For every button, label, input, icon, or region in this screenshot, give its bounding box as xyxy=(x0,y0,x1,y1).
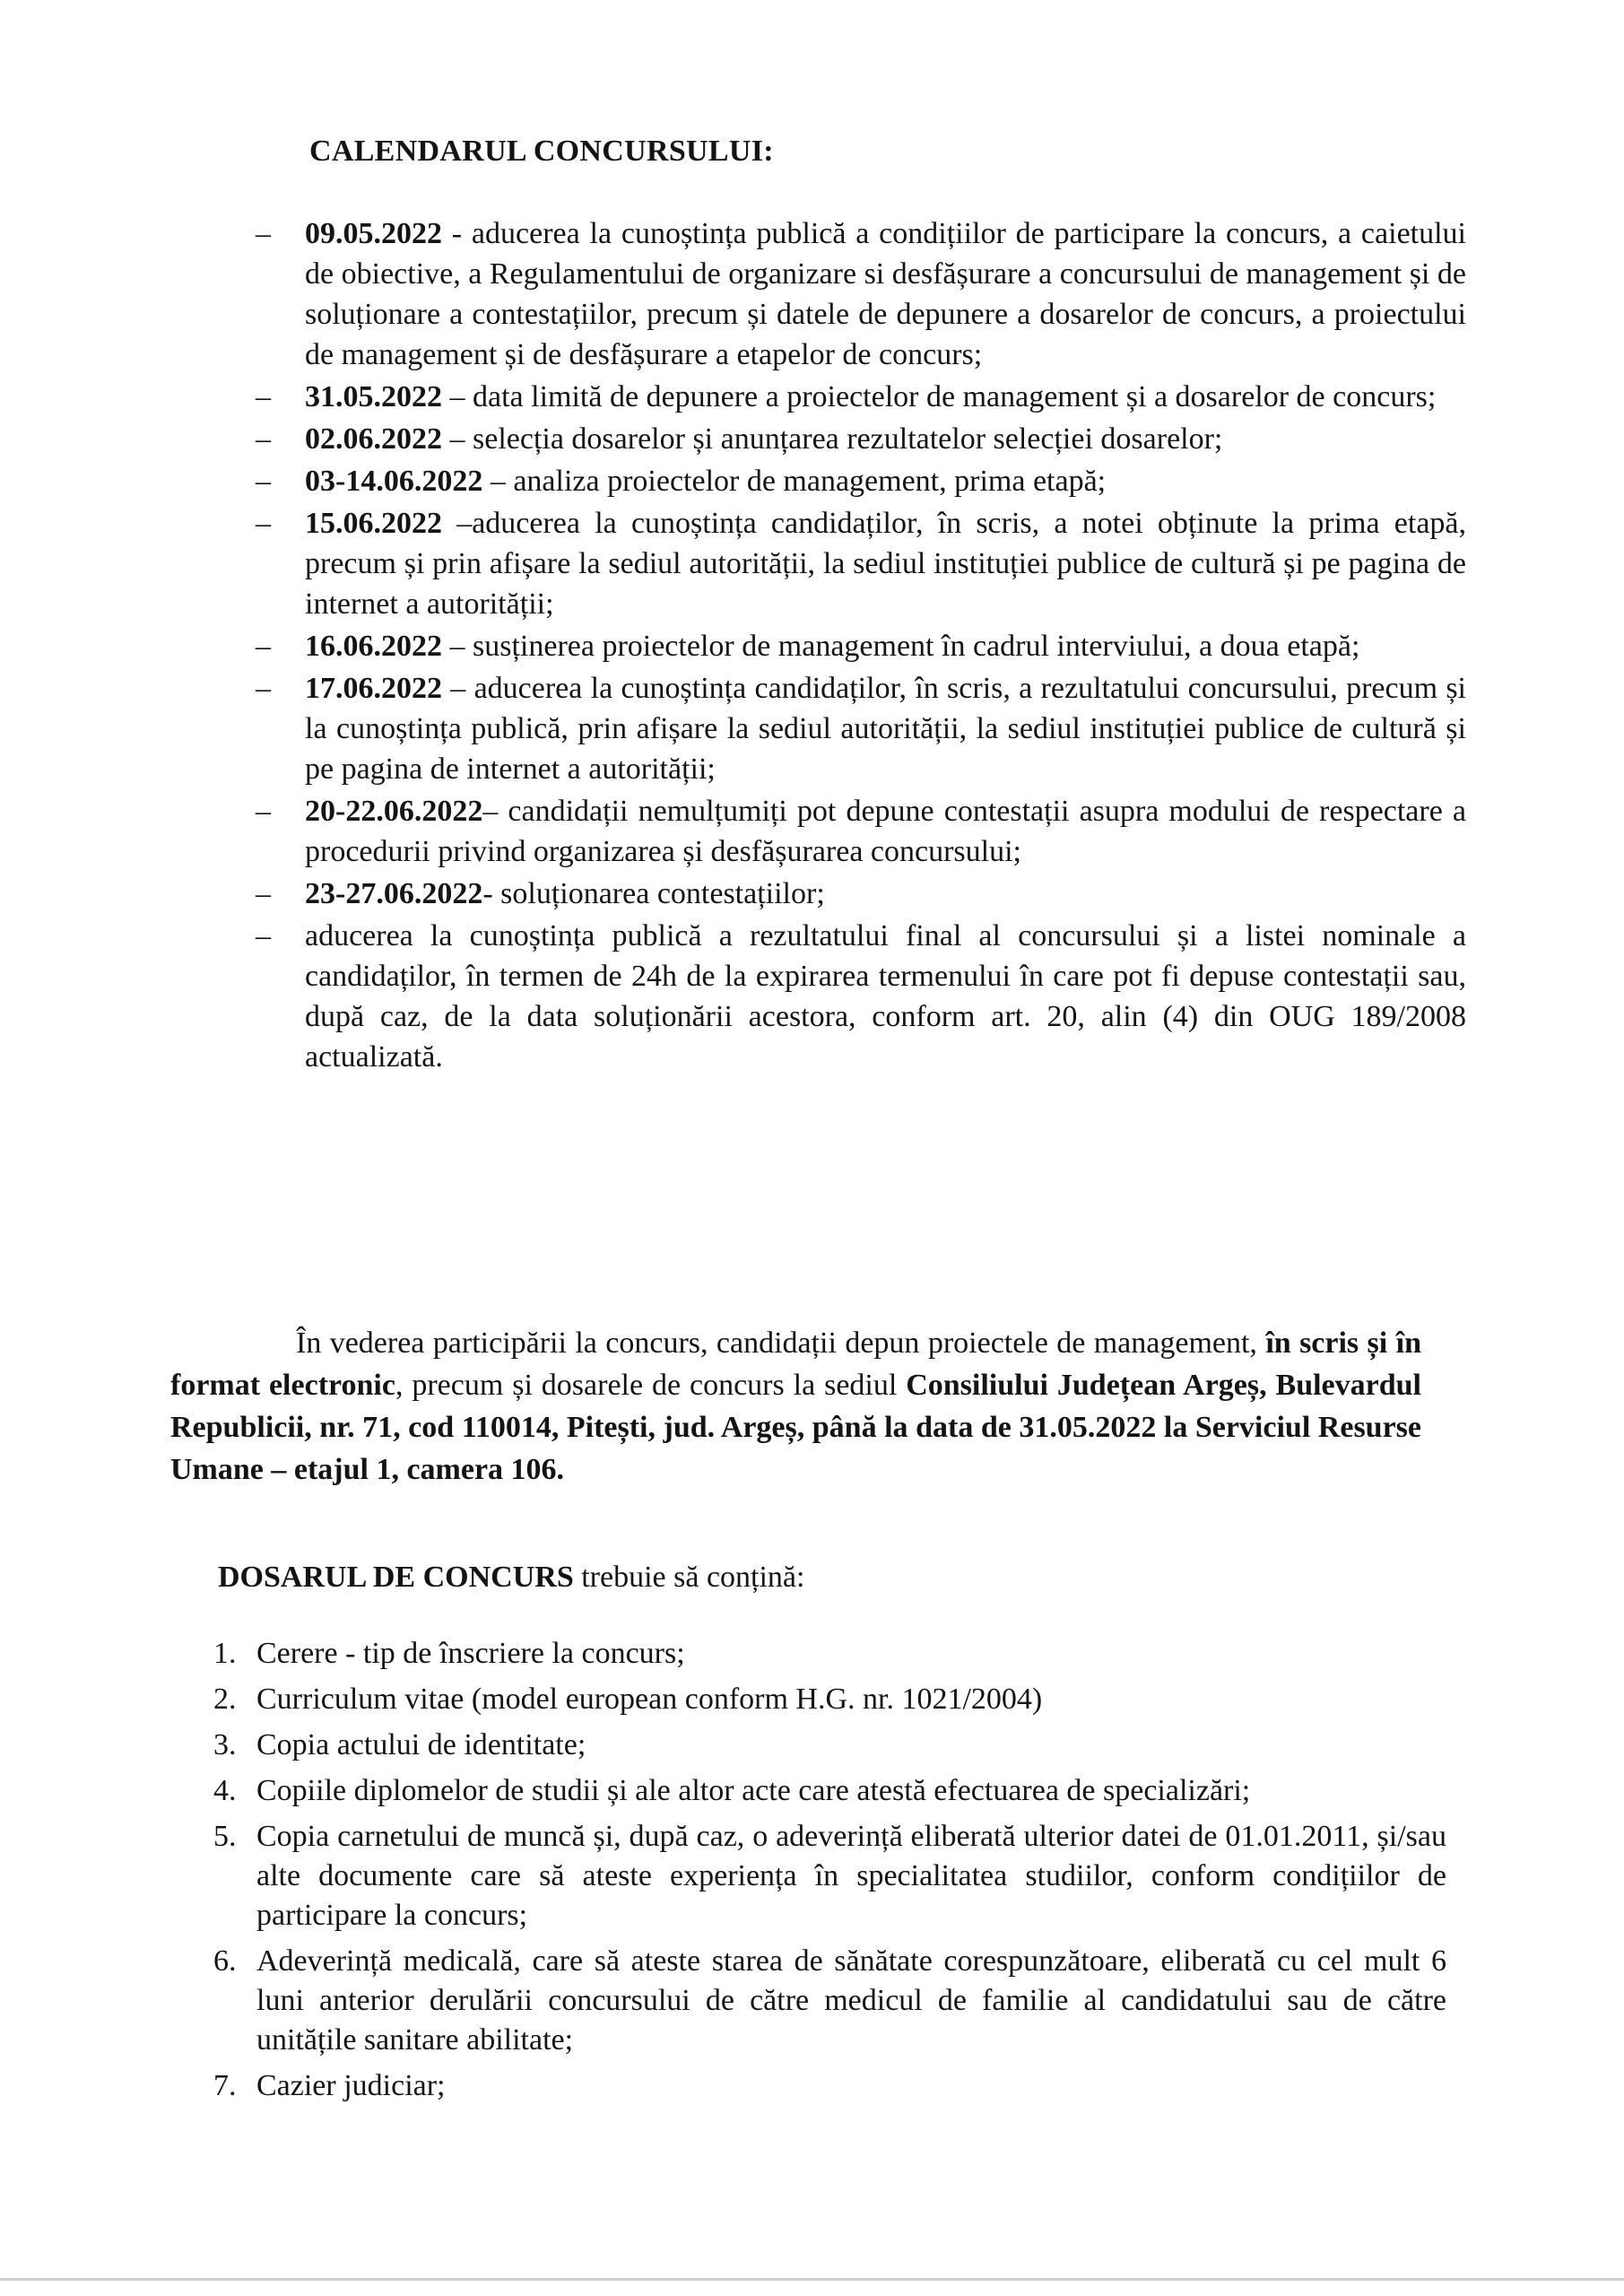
calendar-text: –aducerea la cunoștința candidaților, în scris, a notei obținute la prima etapă, precum și prin afișare la sediul autorității, la sediul instituției publice de cultură și pe pagina de internet a autorității; xyxy=(305,507,1466,621)
calendar-item: – 03-14.06.2022 – analiza proiectelor de management, prima etapă; xyxy=(256,465,1107,498)
submission-paragraph: În vederea participării la concurs, candidații depun proiectele de management, în scris și în format electronic, precum și dosarele de concurs la sediul Consiliului Județean Argeș, Bulevardul Republicii, nr. 71, cod 110014, Pitești, jud. Argeș, până la data de 31.05.2022 la Serviciul Resurse Umane – etajul 1, camera 106. xyxy=(170,1326,1421,1486)
document-item: 1. Cerere - tip de înscriere la concurs; xyxy=(213,1637,685,1670)
page-title: CALENDARUL CONCURSULUI: xyxy=(309,135,774,168)
calendar-text: – susținerea proiectelor de management în cadrul interviului, a doua etapă; xyxy=(442,630,1360,663)
calendar-date: 02.06.2022 xyxy=(305,422,442,456)
calendar-date: 31.05.2022 xyxy=(305,380,442,413)
calendar-date: 17.06.2022 xyxy=(305,672,442,705)
calendar-item: – 16.06.2022 – susținerea proiectelor de management în cadrul interviului, a doua etapă; xyxy=(256,630,1360,663)
calendar-date: 09.05.2022 xyxy=(305,217,442,250)
calendar-item: – 31.05.2022 – data limită de depunere a proiectelor de management și a dosarelor de concurs; xyxy=(256,380,1437,413)
calendar-text: – data limită de depunere a proiectelor de management și a dosarelor de concurs; xyxy=(442,380,1437,413)
calendar-date: 16.06.2022 xyxy=(305,630,442,663)
calendar-text: aducerea la cunoștința publică a rezultatului final al concursului și a listei nominale a candidaților, în termen de 24h de la expirarea termenului în care pot fi depuse contestații sau, după caz, de la data soluționării acestora, conform art. 20, alin (4) din OUG 189/2008 actualizată. xyxy=(305,919,1466,1074)
calendar-text: – selecția dosarelor și anunțarea rezultatelor selecției dosarelor; xyxy=(442,422,1223,456)
scan-edge-divider xyxy=(0,2278,1624,2281)
calendar-item: – 15.06.2022 –aducerea la cunoștința candidaților, în scris, a notei obținute la prima etapă, precum și prin afișare la sediul autorității, la sediul instituției publice de cultură și pe pagina de internet a autorității; xyxy=(256,507,1466,621)
dosar-heading: DOSARUL DE CONCURS trebuie să conțină: xyxy=(218,1561,805,1594)
calendar-list xyxy=(238,213,1466,1079)
document-item: 3. Copia actului de identitate; xyxy=(213,1728,586,1761)
calendar-text: - aducerea la cunoștința publică a condițiilor de participare la concurs, a caietului de obiective, a Regulamentului de organizare si desfășurare a concursului de management și de soluționare a contestațiilor, precum și datele de depunere a dosarelor de concurs, a proiectului de management și de desfășurare a etapelor de concurs; xyxy=(305,217,1466,371)
document-item: 4. Copiile diplomelor de studii și ale altor acte care atestă efectuarea de specializări; xyxy=(213,1774,1251,1807)
document-item: 2. Curriculum vitae (model european conform H.G. nr. 1021/2004) xyxy=(213,1683,1043,1716)
calendar-text: – candidații nemulțumiți pot depune contestații asupra modului de respectare a procedurii privind organizarea și desfășurarea concursului; xyxy=(305,795,1466,868)
document-item: 6. Adeverință medicală, care să ateste starea de sănătate corespunzătoare, eliberată cu cel mult 6 luni anterior derulării concursului de către medicul de familie al candidatului sau de către unitățile sanitare abilitate; xyxy=(213,1944,1446,2057)
address-emphasis: Consiliului Județean Argeș, Bulevardul Republicii, nr. 71, cod 110014, Pitești, jud. Argeș, până la data de 31.05.2022 la Serviciul Resurse Umane – etajul 1, camera 106. xyxy=(170,1369,1421,1486)
document-item: 5. Copia carnetului de muncă și, după caz, o adeverință eliberată ulterior datei de 01.01.2011, și/sau alte documente care să ateste experiența în specialitatea studiilor, conform condițiilor de participare la concurs; xyxy=(213,1820,1446,1932)
calendar-date: 15.06.2022 xyxy=(305,507,442,540)
calendar-text: – aducerea la cunoștința candidaților, în scris, a rezultatului concursului, precum și la cunoștința publică, prin afișare la sediul autorității, la sediul instituției publice de cultură și pe pagina de internet a autorității; xyxy=(305,672,1466,786)
calendar-date: 20-22.06.2022 xyxy=(305,795,483,828)
calendar-item: – aducerea la cunoștința publică a rezultatului final al concursului și a listei nominale a candidaților, în termen de 24h de la expirarea termenului în care pot fi depuse contestații sau, după caz, de la data soluționării acestora, conform art. 20, alin (4) din OUG 189/2008 actualizată. xyxy=(256,919,1466,1074)
calendar-date: 23-27.06.2022 xyxy=(305,877,483,910)
calendar-text: – analiza proiectelor de management, prima etapă; xyxy=(482,465,1107,498)
calendar-date: 03-14.06.2022 xyxy=(305,465,483,498)
calendar-item: – 02.06.2022 – selecția dosarelor și anunțarea rezultatelor selecției dosarelor; xyxy=(256,422,1223,456)
calendar-text: - soluționarea contestațiilor; xyxy=(482,877,825,910)
required-documents-list xyxy=(213,1634,1446,2112)
calendar-item: – 17.06.2022 – aducerea la cunoștința candidaților, în scris, a rezultatului concursului, precum și la cunoștința publică, prin afișare la sediul autorității, la sediul instituției publice de cultură și pe pagina de internet a autorității; xyxy=(256,672,1466,786)
calendar-item: – 09.05.2022 - aducerea la cunoștința publică a condițiilor de participare la concurs, a caietului de obiective, a Regulamentului de organizare si desfășurare a concursului de management și de soluționare a contestațiilor, precum și datele de depunere a dosarelor de concurs, a proiectului de management și de desfășurare a etapelor de concurs; xyxy=(256,217,1466,371)
calendar-item: – 23-27.06.2022- soluționarea contestațiilor; xyxy=(256,877,825,910)
document-item: 7. Cazier judiciar; xyxy=(213,2069,446,2102)
calendar-item: – 20-22.06.2022– candidații nemulțumiți pot depune contestații asupra modului de respectare a procedurii privind organizarea și desfășurarea concursului; xyxy=(256,795,1466,868)
format-emphasis: în scris și în format electronic xyxy=(170,1326,1421,1402)
